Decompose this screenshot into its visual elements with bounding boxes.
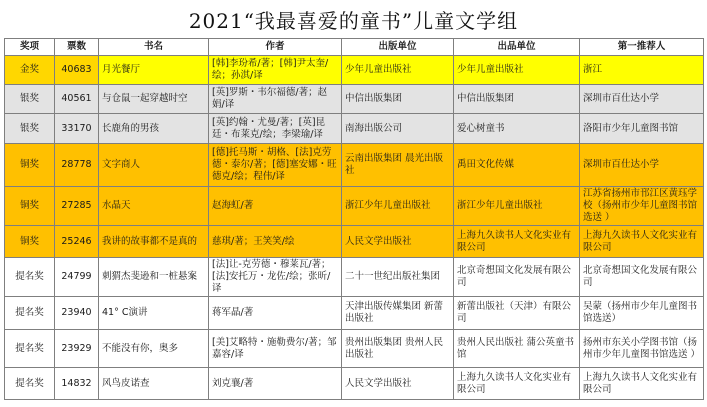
cell-publisher: 贵州出版集团 贵州人民出版社 bbox=[342, 330, 454, 368]
cell-book-title: 月光餐厅 bbox=[99, 56, 209, 85]
cell-award: 银奖 bbox=[5, 114, 55, 144]
cell-votes: 40683 bbox=[55, 56, 99, 85]
column-header-book: 书名 bbox=[99, 39, 209, 56]
cell-award: 金奖 bbox=[5, 56, 55, 85]
cell-author: [英]约翰・尤曼/著；[英]昆廷・布莱克/绘；李梁瑜/译 bbox=[209, 114, 342, 144]
cell-award: 铜奖 bbox=[5, 187, 55, 226]
column-header-award: 奖项 bbox=[5, 39, 55, 56]
cell-recommender: 扬州市东关小学图书馆（扬州市少年儿童图书馆选送 ） bbox=[580, 330, 704, 368]
table-row bbox=[5, 85, 704, 114]
table-row bbox=[5, 187, 704, 226]
cell-votes: 25246 bbox=[55, 226, 99, 258]
cell-author: 慈琪/著；王笑笑/绘 bbox=[209, 226, 342, 258]
column-header-votes: 票数 bbox=[55, 39, 99, 56]
cell-author: [美]艾略特・施勒费尔/著；邹嘉容/译 bbox=[209, 330, 342, 368]
cell-votes: 23940 bbox=[55, 297, 99, 330]
cell-author: [德]托马斯・胡格、[法]克劳德・泰尔/著；[德]塞安娜・旺德克/绘；程伟/译 bbox=[209, 144, 342, 187]
cell-publisher: 南海出版公司 bbox=[342, 114, 454, 144]
cell-book-title: 41° C演讲 bbox=[99, 297, 209, 330]
cell-votes: 14832 bbox=[55, 368, 99, 400]
cell-award: 提名奖 bbox=[5, 330, 55, 368]
cell-publisher: 中信出版集团 bbox=[342, 85, 454, 114]
cell-award: 铜奖 bbox=[5, 144, 55, 187]
cell-votes: 27285 bbox=[55, 187, 99, 226]
column-header-recommender: 第一推荐人 bbox=[580, 39, 704, 56]
cell-book-title: 与仓鼠一起穿越时空 bbox=[99, 85, 209, 114]
cell-book-title: 文字商人 bbox=[99, 144, 209, 187]
cell-author: [法]让-克劳德・穆莱瓦/著；[法]安托万・龙佐/绘；张昕/译 bbox=[209, 258, 342, 297]
cell-recommender: 北京奇想国文化发展有限公司 bbox=[580, 258, 704, 297]
cell-publisher: 浙江少年儿童出版社 bbox=[342, 187, 454, 226]
cell-producer: 禹田文化传媒 bbox=[454, 144, 580, 187]
cell-recommender: 上海九久读书人文化实业有限公司 bbox=[580, 368, 704, 400]
cell-book-title: 不能没有你，奥多 bbox=[99, 330, 209, 368]
cell-votes: 40561 bbox=[55, 85, 99, 114]
cell-publisher: 云南出版集团 晨光出版社 bbox=[342, 144, 454, 187]
cell-votes: 28778 bbox=[55, 144, 99, 187]
table-row bbox=[5, 297, 704, 330]
cell-book-title: 长鹿角的男孩 bbox=[99, 114, 209, 144]
cell-author: [韩]李玢希/著；[韩]尹太奎/绘；孙淇/译 bbox=[209, 56, 342, 85]
cell-producer: 爱心树童书 bbox=[454, 114, 580, 144]
cell-votes: 23929 bbox=[55, 330, 99, 368]
cell-producer: 北京奇想国文化发展有限公司 bbox=[454, 258, 580, 297]
column-header-producer: 出品单位 bbox=[454, 39, 580, 56]
table-row bbox=[5, 144, 704, 187]
cell-publisher: 二十一世纪出版社集团 bbox=[342, 258, 454, 297]
sheet-title: 2021“我最喜爱的童书”儿童文学组 bbox=[188, 8, 519, 33]
cell-producer: 贵州人民出版社 蒲公英童书馆 bbox=[454, 330, 580, 368]
cell-author: 刘克襄/著 bbox=[209, 368, 342, 400]
cell-producer: 新蕾出版社（天津）有限公司 bbox=[454, 297, 580, 330]
table-row bbox=[5, 56, 704, 85]
cell-publisher: 天津出版传媒集团 新蕾出版社 bbox=[342, 297, 454, 330]
cell-producer: 上海九久读书人文化实业有限公司 bbox=[454, 368, 580, 400]
table-row bbox=[5, 258, 704, 297]
cell-award: 提名奖 bbox=[5, 297, 55, 330]
cell-producer: 少年儿童出版社 bbox=[454, 56, 580, 85]
cell-author: 蒋军晶/著 bbox=[209, 297, 342, 330]
cell-votes: 24799 bbox=[55, 258, 99, 297]
cell-award: 铜奖 bbox=[5, 226, 55, 258]
cell-publisher: 少年儿童出版社 bbox=[342, 56, 454, 85]
table-row bbox=[5, 226, 704, 258]
cell-recommender: 江苏省扬州市邗江区黄珏学校（扬州市少年儿童图书馆选送 ） bbox=[580, 187, 704, 226]
cell-recommender: 浙江 bbox=[580, 56, 704, 85]
cell-book-title: 水晶天 bbox=[99, 187, 209, 226]
cell-book-title: 刺猬杰斐逊和一桩悬案 bbox=[99, 258, 209, 297]
cell-publisher: 人民文学出版社 bbox=[342, 368, 454, 400]
table-row bbox=[5, 368, 704, 400]
table-row bbox=[5, 330, 704, 368]
cell-author: [英]罗斯・韦尔福德/著；赵娟/译 bbox=[209, 85, 342, 114]
cell-producer: 上海九久读书人文化实业有限公司 bbox=[454, 226, 580, 258]
cell-book-title: 风鸟皮诺查 bbox=[99, 368, 209, 400]
column-header-author: 作者 bbox=[209, 39, 342, 56]
cell-award: 提名奖 bbox=[5, 368, 55, 400]
cell-award: 银奖 bbox=[5, 85, 55, 114]
cell-recommender: 上海九久读书人文化实业有限公司 bbox=[580, 226, 704, 258]
cell-producer: 浙江少年儿童出版社 bbox=[454, 187, 580, 226]
cell-recommender: 深圳市百仕达小学 bbox=[580, 144, 704, 187]
cell-recommender: 深圳市百仕达小学 bbox=[580, 85, 704, 114]
cell-publisher: 人民文学出版社 bbox=[342, 226, 454, 258]
awards-table bbox=[4, 38, 704, 400]
cell-recommender: 洛阳市少年儿童图书馆 bbox=[580, 114, 704, 144]
cell-book-title: 我讲的故事都不是真的 bbox=[99, 226, 209, 258]
table-row bbox=[5, 114, 704, 144]
cell-author: 赵海虹/著 bbox=[209, 187, 342, 226]
cell-recommender: 吴蒙（扬州市少年儿童图书馆选送） bbox=[580, 297, 704, 330]
column-header-publisher: 出版单位 bbox=[342, 39, 454, 56]
cell-producer: 中信出版集团 bbox=[454, 85, 580, 114]
cell-votes: 33170 bbox=[55, 114, 99, 144]
cell-award: 提名奖 bbox=[5, 258, 55, 297]
header-row bbox=[5, 39, 704, 56]
